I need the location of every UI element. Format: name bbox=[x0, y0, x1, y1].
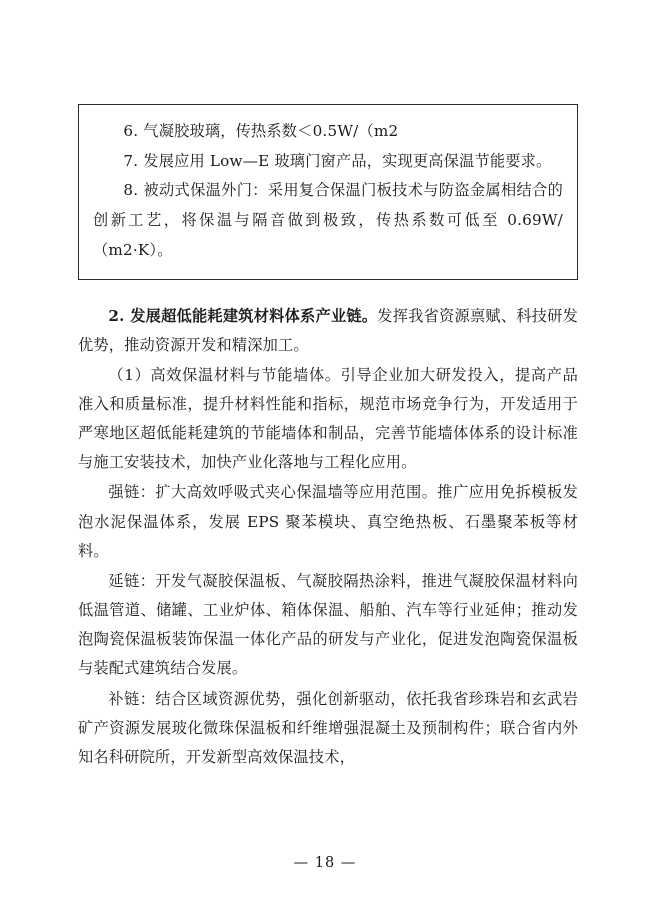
paragraph-3: 延链：开发气凝胶保温板、气凝胶隔热涂料，推进气凝胶保温材料向低温管道、储罐、工业炉体、箱体保温、船舶、汽车等行业延伸；推动发泡陶瓷保温板装饰保温一体化产品的研发与产业化，促进发泡陶瓷保温板与装配式建筑结合发展。 bbox=[78, 571, 578, 678]
paragraph-2: 强链：扩大高效呼吸式夹心保温墙等应用范围。推广应用免拆模板发泡水泥保温体系，发展 EPS 聚苯模块、真空绝热板、石墨聚苯板等材料。 bbox=[78, 483, 578, 560]
page-content bbox=[78, 104, 578, 773]
boxed-item-7: 7. 发展应用 Low—E 玻璃门窗产品，实现更高保温节能要求。 bbox=[123, 151, 552, 170]
page-number: — 18 — bbox=[293, 855, 357, 871]
boxed-callout bbox=[78, 104, 578, 280]
section-heading-bold: 2. 发展超低能耗建筑材料体系产业链。 bbox=[108, 307, 378, 326]
boxed-item-6-text-pre: 6. 气凝胶玻璃，传热系数＜0.5W/（m2 bbox=[123, 122, 399, 140]
section-heading-rest: 发挥我省资源禀赋、科技研发优势，推动资源开发和精深加工。 bbox=[78, 307, 578, 355]
section-heading bbox=[78, 302, 578, 360]
boxed-item-6 bbox=[93, 117, 563, 147]
boxed-item-8: 8. 被动式保温外门：采用复合保温门板技术与防盗金属相结合的创新工艺，将保温与隔音做到极致，传热系数可低至 0.69W/（m2·K）。 bbox=[93, 181, 563, 259]
paragraph-1: （1）高效保温材料与节能墙体。引导企业加大研发投入，提高产品准入和质量标准，提升材料性能和指标，规范市场竞争行为，开发适用于严寒地区超低能耗建筑的节能墙体和制品，完善节能墙体体系的设计标准与施工安装技术，加快产业化落地与工程化应用。 bbox=[78, 365, 578, 472]
paragraph-4: 补链：结合区域资源优势，强化创新驱动，依托我省珍珠岩和玄武岩矿产资源发展玻化微珠保温板和纤维增强混凝土及预制构件；联合省内外知名科研院所，开发新型高效保温技术， bbox=[78, 689, 578, 767]
